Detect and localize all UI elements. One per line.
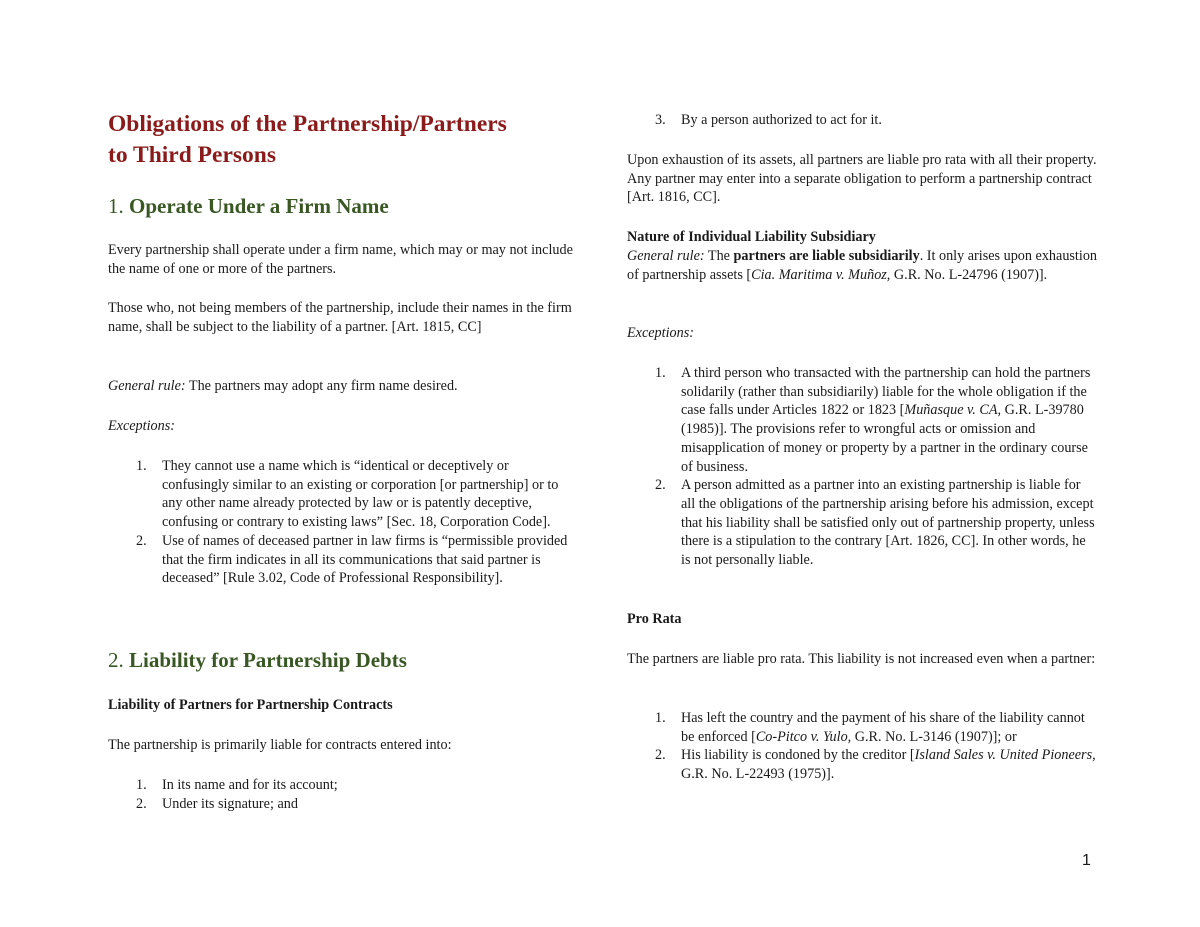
pro-rata-paragraph: The partners are liable pro rata. This liability is not increased even when a partner: bbox=[627, 651, 1096, 667]
pro-rata-subheading: Pro Rata bbox=[627, 611, 682, 627]
list-text: Under its signature; and bbox=[162, 795, 298, 812]
nature-subheading: Nature of Individual Liability Subsidiary bbox=[627, 229, 876, 245]
list-item bbox=[108, 795, 578, 814]
general-rule-paragraph bbox=[108, 377, 578, 396]
list-text: Use of names of deceased partner in law firms is “permissible provided that the firm indicates in all its communications that said partner is deceased” [Rule 3.02, Code of Professional Responsibility]. bbox=[162, 532, 568, 587]
list-item bbox=[108, 776, 578, 795]
contracts-list-part-1 bbox=[108, 776, 578, 813]
case-citation: Muñasque v. CA, bbox=[904, 402, 1002, 419]
list-item bbox=[108, 532, 578, 588]
section-1-heading bbox=[108, 193, 578, 219]
list-text: Has left the country and the payment of his share of the liability cannot be enforced [ bbox=[681, 710, 1085, 745]
general-rule-label: General rule: bbox=[627, 248, 705, 264]
list-item bbox=[627, 364, 1097, 476]
subsidiary-rule-paragraph bbox=[627, 247, 1097, 284]
section-2-number: 2. bbox=[108, 648, 124, 672]
list-item bbox=[108, 457, 578, 532]
list-text: G.R. L-39780 (1985)]. The provisions refer to wrongful acts or omission and misapplication of money or property by a partner in the ordinary course of business. bbox=[681, 402, 1088, 475]
general-rule-text: The partners may adopt any firm name desired. bbox=[185, 378, 458, 394]
section-2-title: Liability for Partnership Debts bbox=[129, 648, 407, 672]
list-number: 2. bbox=[136, 795, 147, 812]
primarily-liable-paragraph: The partnership is primarily liable for contracts entered into: bbox=[108, 737, 452, 753]
list-number: 2. bbox=[655, 477, 666, 494]
title-line-2: to Third Persons bbox=[108, 142, 276, 168]
rule-text: The bbox=[704, 248, 734, 264]
list-number: 1. bbox=[655, 710, 666, 726]
list-number: 1. bbox=[136, 777, 147, 793]
rule-text: . It only arises upon exhaustion of partnership assets [ bbox=[627, 248, 1098, 283]
list-number: 1. bbox=[136, 458, 147, 474]
pro-rata-list bbox=[627, 709, 1097, 784]
list-text: G.R. No. L-22493 (1975)]. bbox=[681, 766, 835, 783]
list-text: His liability is condoned by the creditor [ bbox=[681, 747, 915, 764]
case-citation: Co-Pitco v. Yulo, bbox=[755, 728, 852, 745]
section-1-number: 1. bbox=[108, 194, 124, 218]
list-item bbox=[627, 709, 1097, 746]
liability-exceptions-list bbox=[627, 364, 1097, 570]
list-number: 3. bbox=[655, 112, 666, 128]
exhaustion-paragraph: Upon exhaustion of its assets, all partners are liable pro rata with all their property. Any partner may enter into a separate obligation to perform a partnership contract [Art. 1816, CC]. bbox=[627, 152, 1097, 206]
list-text: G.R. No. L-3146 (1907)]; or bbox=[851, 728, 1017, 745]
list-number: 2. bbox=[136, 532, 147, 549]
list-text: A person admitted as a partner into an existing partnership is liable for all the obligations of the partnership arising before his admission, except that his liability shall be satisfied only out of partnership property, unless there is a stipulation to the contrary [Art. 1826, CC]. In other words, he is not personally liable. bbox=[681, 477, 1095, 569]
contracts-list-part-2 bbox=[627, 111, 1097, 130]
case-citation: Cia. Maritima v. Muñoz, bbox=[751, 266, 891, 283]
page-title bbox=[108, 109, 578, 171]
firm-name-paragraph: Every partnership shall operate under a firm name, which may or may not include the name of one or more of the partners. bbox=[108, 242, 573, 277]
list-item bbox=[627, 111, 1097, 130]
section-2-heading bbox=[108, 647, 578, 673]
list-text: By a person authorized to act for it. bbox=[681, 112, 882, 128]
case-citation: Island Sales v. United Pioneers, bbox=[914, 747, 1096, 764]
list-text: In its name and for its account; bbox=[162, 777, 338, 793]
list-text: A third person who transacted with the partnership can hold the partners solidarily (rather than subsidiarily) liable for the whole obligation if the case falls under Articles 1822 or 1823 [ bbox=[681, 365, 1091, 419]
section-1-title: Operate Under a Firm Name bbox=[129, 194, 389, 218]
page-number: 1 bbox=[1082, 852, 1091, 869]
title-line-1: Obligations of the Partnership/Partners bbox=[108, 111, 507, 137]
list-text: They cannot use a name which is “identical or deceptively or confusingly similar to an existing or corporation [or partnership] or to any other name already protected by law or is patently deceptive, confusing or contrary to existing laws” [Sec. 18, Corporation Code]. bbox=[162, 458, 559, 531]
list-number: 2. bbox=[655, 747, 666, 764]
firm-name-exceptions-list bbox=[108, 457, 578, 588]
list-item bbox=[627, 746, 1097, 783]
list-item bbox=[627, 476, 1097, 570]
non-member-paragraph: Those who, not being members of the partnership, include their names in the firm name, shall be subject to the liability of a partner. [Art. 1815, CC] bbox=[108, 300, 572, 335]
exceptions-label: Exceptions: bbox=[108, 418, 175, 434]
rule-text: G.R. No. L-24796 (1907)]. bbox=[890, 266, 1048, 283]
rule-emphasis: partners are liable subsidiarily bbox=[733, 248, 920, 264]
exceptions-label: Exceptions: bbox=[627, 325, 694, 341]
general-rule-label: General rule: bbox=[108, 378, 186, 394]
list-number: 1. bbox=[655, 365, 666, 381]
partnership-contracts-subheading: Liability of Partners for Partnership Contracts bbox=[108, 697, 393, 713]
